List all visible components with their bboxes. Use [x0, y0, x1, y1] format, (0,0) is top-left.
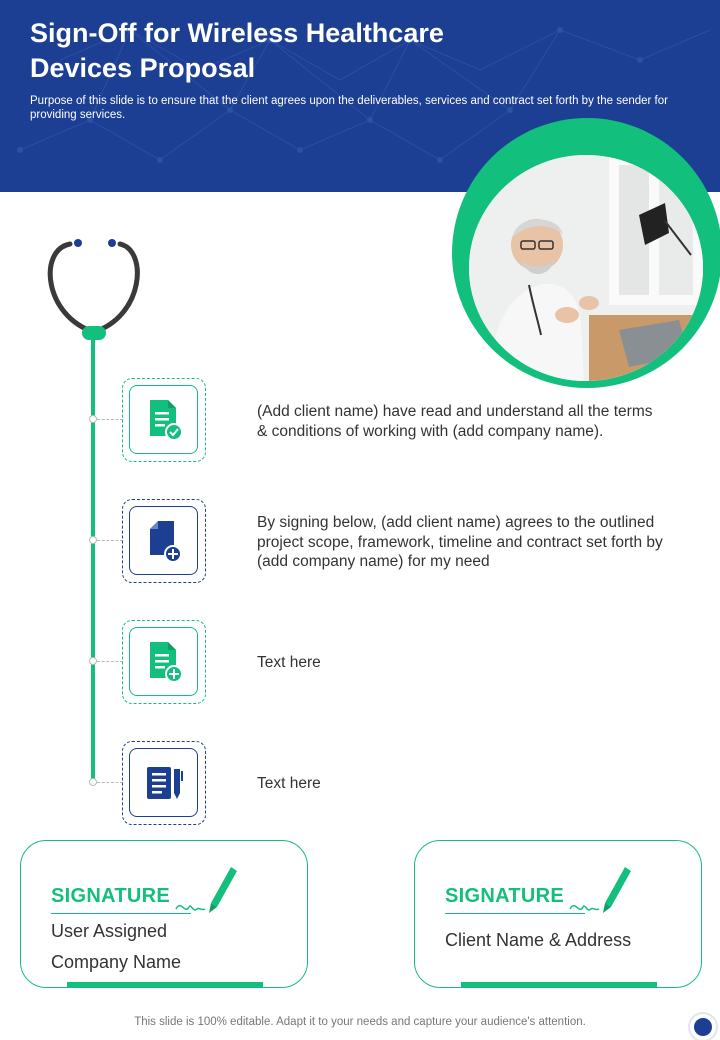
signature-line-1: Client Name & Address	[445, 930, 632, 950]
signature-underline	[51, 913, 191, 914]
signature-line-1: User Assigned	[51, 921, 168, 941]
timeline-connector	[97, 661, 123, 662]
page-indicator	[688, 1012, 718, 1040]
signature-card-bar	[67, 982, 263, 987]
item-text: (Add client name) have read and understand all the terms & conditions of working with (add company name).	[257, 403, 653, 440]
item-icon-box	[129, 748, 198, 817]
signature-label: SIGNATURE	[445, 885, 564, 907]
item-icon-frame	[122, 620, 206, 704]
timeline-dot	[89, 657, 97, 665]
doctor-photo	[469, 155, 703, 381]
document-plus-icon	[144, 640, 184, 684]
pen-signature-icon	[171, 859, 241, 917]
item-text: Text here	[257, 654, 321, 671]
item-icon-frame	[122, 741, 206, 825]
signature-card-user	[20, 840, 308, 988]
item-icon-box	[129, 506, 198, 575]
signature-card-bar	[461, 982, 657, 987]
signature-line-2: Company Name	[51, 952, 182, 972]
pen-signature-icon	[565, 859, 635, 917]
item-icon-frame	[122, 378, 206, 462]
item-icon-box	[129, 627, 198, 696]
signature-card-client	[414, 840, 702, 988]
page-title: Sign-Off for Wireless Healthcare Devices Proposal	[30, 18, 444, 83]
notes-pen-icon	[144, 761, 184, 805]
stethoscope-icon	[40, 236, 150, 346]
timeline-connector	[97, 540, 123, 541]
signature-label: SIGNATURE	[51, 885, 170, 907]
timeline-dot	[89, 778, 97, 786]
footer-note: This slide is 100% editable. Adapt it to your needs and capture your audience's attention.	[134, 1016, 586, 1028]
page-subtitle: Purpose of this slide is to ensure that the client agrees upon the deliverables, services and contract set forth by the sender for providing services.	[30, 95, 668, 121]
timeline-dot	[89, 536, 97, 544]
item-icon-frame	[122, 499, 206, 583]
item-text: Text here	[257, 775, 321, 792]
document-add-icon	[144, 519, 184, 563]
timeline-line	[91, 333, 95, 785]
document-check-icon	[144, 398, 184, 442]
timeline-dot	[89, 415, 97, 423]
item-text: By signing below, (add client name) agrees to the outlined project scope, framework, timeline and contract set forth by (add company name) for my need	[257, 514, 663, 570]
timeline-connector	[97, 782, 123, 783]
signature-underline	[445, 913, 585, 914]
item-icon-box	[129, 385, 198, 454]
timeline-connector	[97, 419, 123, 420]
